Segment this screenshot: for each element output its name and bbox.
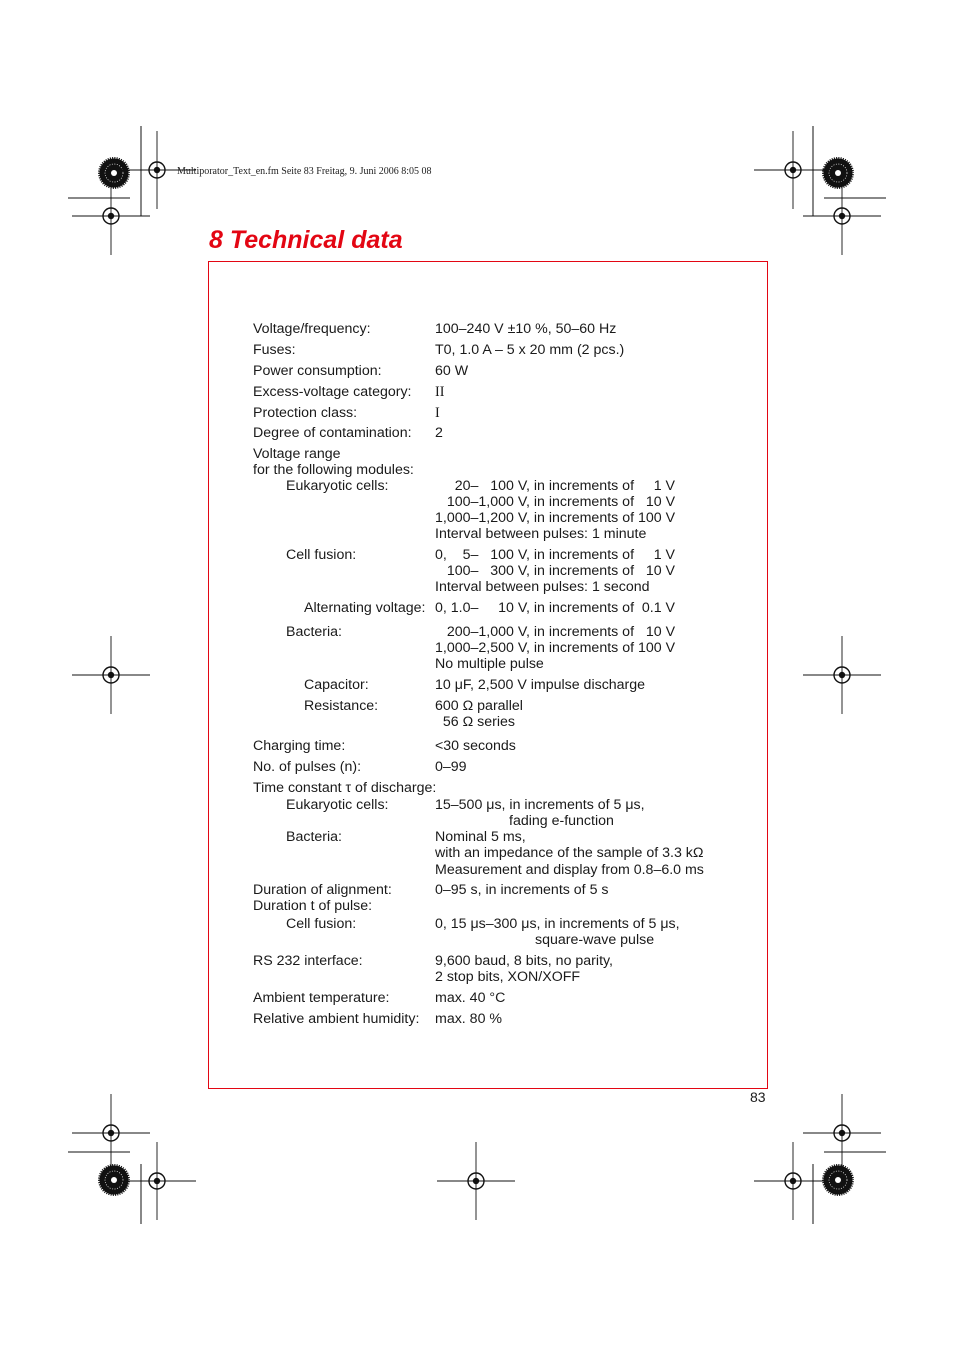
spec-value: 0, 15 μs–300 μs, in increments of 5 μs,: [435, 916, 680, 932]
print-header: Multiporator_Text_en.fm Seite 83 Freitag, 9. Juni 2006 8:05 08: [177, 166, 432, 177]
spec-value: fading e-function: [509, 813, 614, 829]
spec-label: for the following modules:: [253, 462, 414, 478]
spec-value: 1,000–1,200 V, in increments of 100 V: [435, 510, 676, 526]
spec-label: Power consumption:: [253, 363, 382, 379]
spec-value: Nominal 5 ms,: [435, 829, 526, 845]
spec-value: Measurement and display from 0.8–6.0 ms: [435, 862, 704, 878]
spec-label: Relative ambient humidity:: [253, 1011, 420, 1027]
spec-value: 100– 300 V, in increments of 10 V: [435, 563, 676, 579]
spec-value: I: [435, 405, 440, 421]
spec-value: 10 μF, 2,500 V impulse discharge: [435, 677, 646, 693]
spec-value: 100–240 V ±10 %, 50–60 Hz: [435, 321, 617, 337]
spec-value: 9,600 baud, 8 bits, no parity,: [435, 953, 613, 969]
spec-sublabel: Bacteria:: [286, 624, 342, 640]
spec-value: T0, 1.0 A – 5 x 20 mm (2 pcs.): [435, 342, 625, 358]
spec-value: with an impedance of the sample of 3.3 kΩ: [435, 845, 704, 861]
spec-sublabel: Cell fusion:: [286, 916, 357, 932]
spec-label: Degree of contamination:: [253, 425, 412, 441]
spec-sublabel: Alternating voltage:: [304, 600, 426, 616]
spec-value: 15–500 μs, in increments of 5 μs,: [435, 797, 645, 813]
spec-label: Voltage range: [253, 446, 341, 462]
spec-label: Voltage/frequency:: [253, 321, 371, 337]
spec-value: 100–1,000 V, in increments of 10 V: [435, 494, 676, 510]
spec-value: 600 Ω parallel: [435, 698, 523, 714]
spec-sublabel: Eukaryotic cells:: [286, 797, 389, 813]
spec-sublabel: Eukaryotic cells:: [286, 478, 389, 494]
spec-value: 60 W: [435, 363, 469, 379]
page-title: 8 Technical data: [209, 226, 403, 254]
spec-value: 0, 5– 100 V, in increments of 1 V: [435, 547, 676, 563]
spec-sublabel: Cell fusion:: [286, 547, 357, 563]
spec-value: Interval between pulses: 1 minute: [435, 526, 647, 542]
spec-value: 0–95 s, in increments of 5 s: [435, 882, 609, 898]
spec-label: Time constant τ of discharge:: [253, 780, 437, 796]
spec-value: <30 seconds: [435, 738, 516, 754]
spec-value: 2: [435, 425, 443, 441]
spec-value: II: [435, 384, 445, 400]
spec-value: 2 stop bits, XON/XOFF: [435, 969, 581, 985]
spec-label: Charging time:: [253, 738, 346, 754]
spec-value: 1,000–2,500 V, in increments of 100 V: [435, 640, 676, 656]
spec-label: Protection class:: [253, 405, 358, 421]
spec-value: No multiple pulse: [435, 656, 544, 672]
spec-label: Fuses:: [253, 342, 296, 358]
spec-value: 0–99: [435, 759, 467, 775]
spec-label: Excess-voltage category:: [253, 384, 412, 400]
spec-value: Interval between pulses: 1 second: [435, 579, 650, 595]
spec-value: 20– 100 V, in increments of 1 V: [435, 478, 676, 494]
spec-label: Duration of alignment:: [253, 882, 392, 898]
spec-label: Ambient temperature:: [253, 990, 390, 1006]
spec-value: square-wave pulse: [535, 932, 655, 948]
spec-value: 56 Ω series: [435, 714, 515, 730]
spec-sublabel: Resistance:: [304, 698, 379, 714]
spec-label: No. of pulses (n):: [253, 759, 362, 775]
spec-value: max. 40 °C: [435, 990, 506, 1006]
spec-label: RS 232 interface:: [253, 953, 363, 969]
spec-value: max. 80 %: [435, 1011, 503, 1027]
page-number: 83: [750, 1089, 766, 1105]
spec-value: 200–1,000 V, in increments of 10 V: [435, 624, 676, 640]
spec-value: 0, 1.0– 10 V, in increments of 0.1 V: [435, 600, 676, 616]
spec-sublabel: Bacteria:: [286, 829, 342, 845]
spec-sublabel: Capacitor:: [304, 677, 369, 693]
spec-label: Duration t of pulse:: [253, 898, 373, 914]
